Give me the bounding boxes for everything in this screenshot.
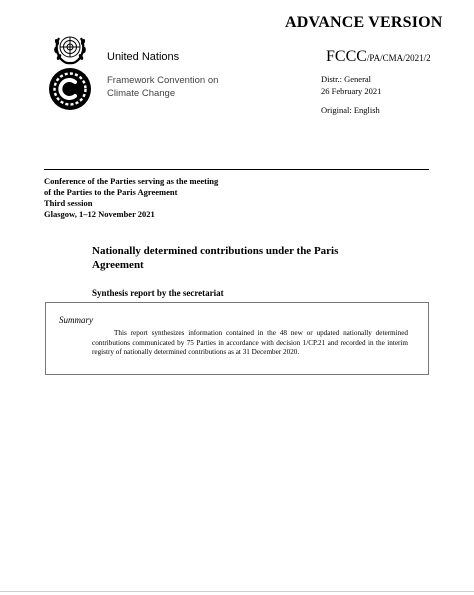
session-line-1: Conference of the Parties serving as the meeting xyxy=(44,176,219,186)
document-title: Nationally determined contributions under the Paris Agreement xyxy=(92,245,339,271)
convention-name-line1: Framework Convention on xyxy=(107,75,219,86)
climate-change-logo-icon xyxy=(48,67,92,111)
document-symbol xyxy=(326,48,431,66)
document-subtitle: Synthesis report by the secretariat xyxy=(92,288,224,298)
document-symbol-main: FCCC xyxy=(326,48,367,65)
convention-name-line2: Climate Change xyxy=(107,88,176,99)
session-line-4: Glasgow, 1–12 November 2021 xyxy=(44,209,155,219)
organization-name: United Nations xyxy=(107,51,180,63)
summary-heading: Summary xyxy=(59,315,93,325)
header-divider xyxy=(44,169,429,170)
distribution-label: Distr.: General xyxy=(321,74,372,84)
un-emblem-icon xyxy=(50,28,90,68)
summary-text: This report synthesizes information contained in the 48 new or updated nationally determined contributions communicated by 75 Parties in accordance with decision 1/CP.21 and recorded in the interim registry of nationally determined contributions as at 31 December 2020. xyxy=(92,329,408,357)
page-bottom-edge xyxy=(0,591,474,592)
issue-date: 26 February 2021 xyxy=(321,85,382,96)
document-symbol-sub: /PA/CMA/2021/2 xyxy=(366,53,431,63)
original-language: Original: English xyxy=(321,105,380,115)
session-info xyxy=(44,176,344,220)
convention-name xyxy=(107,74,257,100)
session-line-2: of the Parties to the Paris Agreement xyxy=(44,187,178,197)
session-line-3: Third session xyxy=(44,198,93,208)
document-metadata xyxy=(321,74,441,117)
advance-version-banner: ADVANCE VERSION xyxy=(285,14,443,31)
